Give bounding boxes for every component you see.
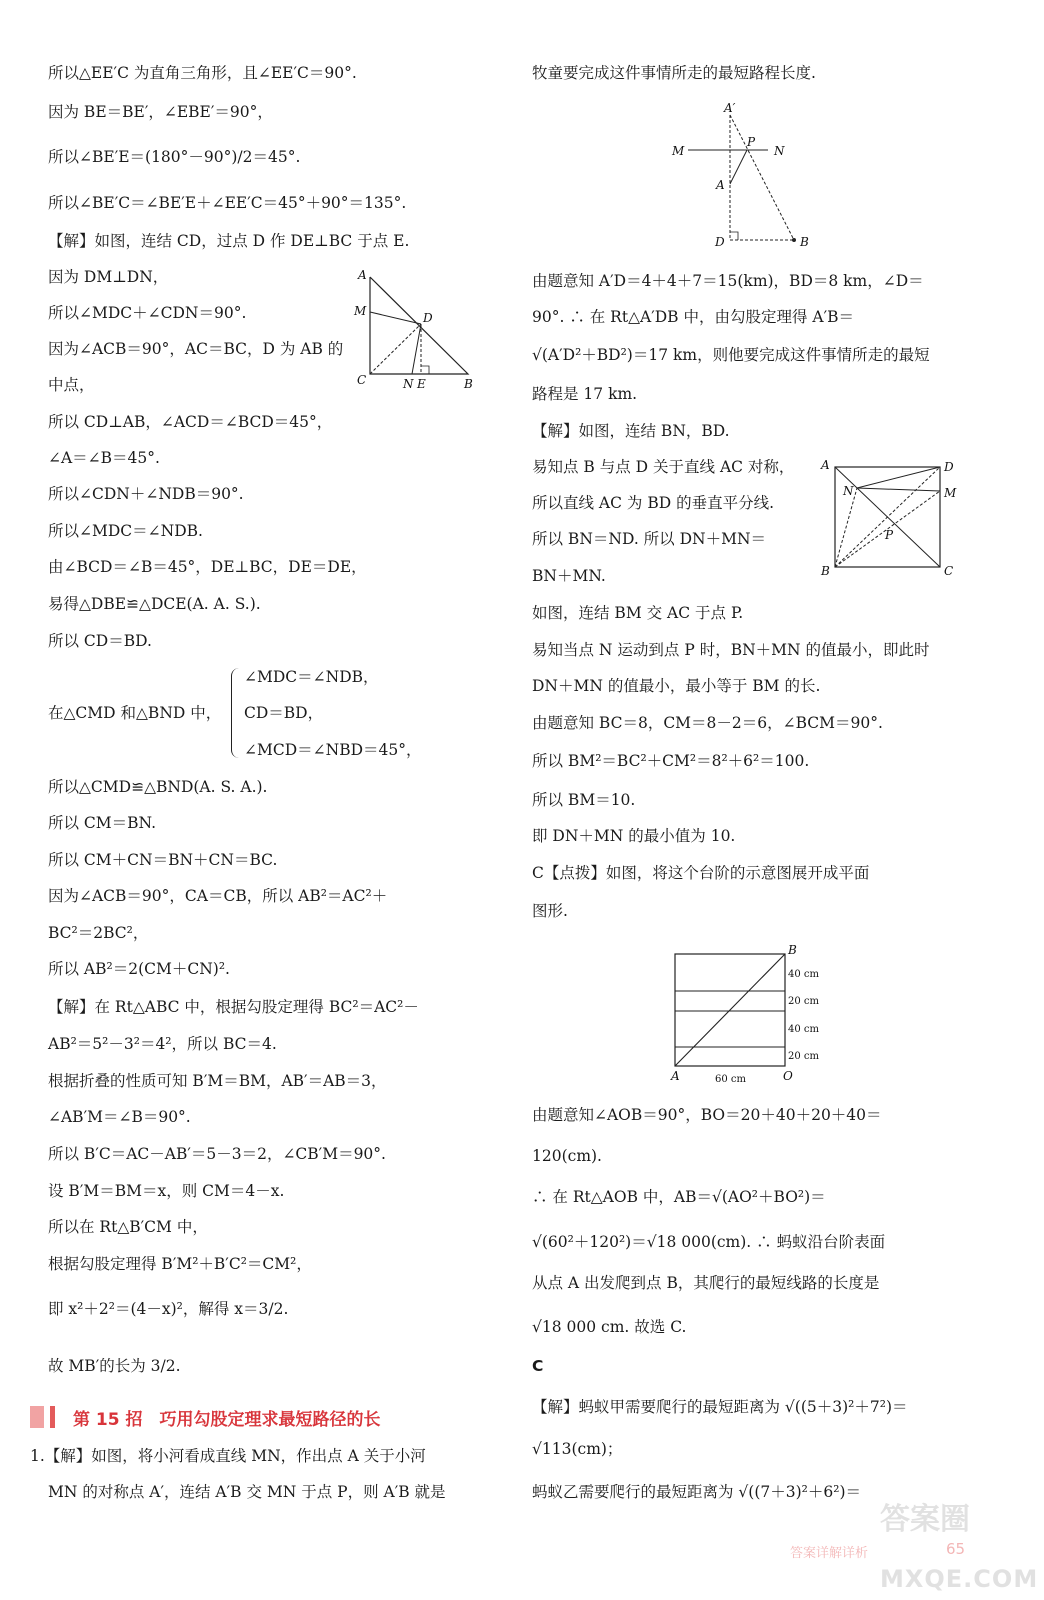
text-line: 从点 A 出发爬到点 B，其爬行的最短线路的长度是: [532, 1274, 880, 1292]
text-line: 因为∠ACB＝90°，AC＝BC，D 为 AB 的: [48, 340, 344, 358]
text-line: 所以 B′C＝AC－AB′＝5－3＝2，∠CB′M＝90°.: [48, 1145, 386, 1163]
text-line: 牧童要完成这件事情所走的最短路程长度.: [532, 64, 816, 82]
text-line: 所以 CD＝BD.: [48, 632, 152, 650]
section-bar: [50, 1406, 55, 1428]
text-line: 所以 BM＝10.: [532, 791, 636, 809]
text-line: 由题意知∠AOB＝90°，BO＝20＋40＋20＋40＝: [532, 1106, 882, 1124]
dim-label: 20 cm: [788, 1051, 819, 1062]
text-line: 所以 CM＋CN＝BN＋CN＝BC.: [48, 851, 278, 869]
text-line: MN 的对称点 A′，连结 A′B 交 MN 于点 P，则 A′B 就是: [48, 1483, 446, 1501]
dim-label: 60 cm: [715, 1074, 746, 1085]
text-line: 即 x²＋2²＝(4－x)²，解得 x＝3/2.: [48, 1300, 289, 1318]
label-C: C: [944, 564, 954, 578]
text-line: 易得△DBE≌△DCE(A. A. S.).: [48, 595, 261, 613]
text-line: 因为 BE＝BE′，∠EBE′＝90°，: [48, 103, 273, 121]
dim-label: 40 cm: [788, 1024, 819, 1035]
text-line: 根据折叠的性质可知 B′M＝BM，AB′＝AB＝3，: [48, 1072, 387, 1090]
text-line: ∠A＝∠B＝45°.: [48, 449, 160, 467]
page-number: 65: [946, 1540, 966, 1558]
square-figure: [815, 455, 965, 580]
label-A: A: [716, 178, 725, 192]
text-line: 设 B′M＝BM＝x，则 CM＝4－x.: [48, 1182, 285, 1200]
text-line: 所以∠BE′C＝∠BE′E＋∠EE′C＝45°＋90°＝135°.: [48, 194, 407, 212]
text-line: 【解】如图，连结 BN，BD.: [532, 422, 730, 440]
text-line: 【解】蚂蚁甲需要爬行的最短距离为 √((5＋3)²＋7²)＝: [532, 1398, 908, 1416]
text-line: C: [532, 1357, 544, 1375]
text-line: 由∠BCD＝∠B＝45°，DE⊥BC，DE＝DE，: [48, 558, 367, 576]
text-line: 120(cm).: [532, 1147, 602, 1165]
text-line: √113(cm)；: [532, 1440, 623, 1458]
text-line: √(A′D²＋BD²)＝17 km，则他要完成这件事情所走的最短: [532, 346, 930, 364]
label-E: E: [417, 377, 426, 391]
text-line: 所以直线 AC 为 BD 的垂直平分线.: [532, 494, 775, 512]
text-line: 中点，: [48, 376, 95, 394]
text-line: 易知点 B 与点 D 关于直线 AC 对称，: [532, 458, 795, 476]
label-N: N: [403, 377, 414, 391]
text-line: 易知当点 N 运动到点 P 时，BN＋MN 的值最小，即此时: [532, 641, 930, 659]
text-line: 所以∠MDC＝∠NDB.: [48, 522, 203, 540]
text-line: 根据勾股定理得 B′M²＋B′C²＝CM²，: [48, 1255, 312, 1273]
dim-label: 20 cm: [788, 996, 819, 1007]
watermark-logo: 答案圈: [880, 1502, 970, 1537]
label-D: D: [423, 311, 433, 325]
text-line: CD＝BD，: [244, 704, 324, 722]
text-line: BC²＝2BC²，: [48, 924, 149, 942]
section-bar: [30, 1406, 44, 1428]
label-P: P: [747, 135, 756, 149]
text-line: 【解】在 Rt△ABC 中，根据勾股定理得 BC²＝AC²－: [48, 998, 419, 1016]
text-line: 如图，连结 BM 交 AC 于点 P.: [532, 604, 744, 622]
section-title: 第 15 招 巧用勾股定理求最短路径的长: [73, 1409, 381, 1430]
text-line: 所以 CM＝BN.: [48, 814, 157, 832]
label-B: B: [464, 377, 473, 391]
label-A: A: [821, 458, 830, 472]
label-M: M: [354, 304, 367, 318]
label-P: P: [885, 528, 894, 542]
river-figure: [668, 100, 818, 252]
label-M: M: [672, 144, 685, 158]
text-line: ∠MCD＝∠NBD＝45°，: [244, 741, 422, 759]
section-header: [30, 1402, 485, 1432]
label-A: A: [358, 268, 367, 282]
text-line: 【解】如图，连结 CD，过点 D 作 DE⊥BC 于点 E.: [48, 232, 410, 250]
text-line: 所以 CD⊥AB，∠ACD＝∠BCD＝45°，: [48, 413, 333, 431]
text-line: 故 MB′的长为 3/2.: [48, 1357, 181, 1375]
text-line: 所以∠BE′E＝(180°－90°)/2＝45°.: [48, 148, 301, 166]
text-line: 因为 DM⊥DN，: [48, 268, 169, 286]
text-line: 图形.: [532, 902, 568, 920]
label-D: D: [944, 460, 954, 474]
label-N: N: [774, 144, 785, 158]
text-line: 因为∠ACB＝90°，CA＝CB，所以 AB²＝AC²＋: [48, 887, 388, 905]
text-line: 路程是 17 km.: [532, 385, 638, 403]
text-line: 所以△CMD≌△BND(A. S. A.).: [48, 778, 268, 796]
text-line: ∴ 在 Rt△AOB 中，AB＝√(AO²＋BO²)＝: [532, 1188, 826, 1206]
text-line: 所以∠CDN＋∠NDB＝90°.: [48, 485, 244, 503]
text-line: BN＋MN.: [532, 567, 606, 585]
label-N: N: [843, 484, 854, 498]
label-O: O: [783, 1069, 793, 1083]
text-line: 在△CMD 和△BND 中，: [48, 704, 222, 722]
text-line: 由题意知 A′D＝4＋4＋7＝15(km)，BD＝8 km，∠D＝: [532, 272, 924, 290]
text-line: 所以△EE′C 为直角三角形，且∠EE′C＝90°.: [48, 64, 357, 82]
footer-label: 答案详解详析: [790, 1546, 869, 1561]
label-M: M: [944, 486, 957, 500]
label-B: B: [800, 235, 809, 249]
brace: [231, 668, 242, 758]
label-C: C: [357, 373, 367, 387]
text-line: DN＋MN 的值最小，最小等于 BM 的长.: [532, 677, 821, 695]
text-line: AB²＝5²－3²＝4²，所以 BC＝4.: [48, 1035, 277, 1053]
text-line: 所以 BN＝ND. 所以 DN＋MN＝: [532, 530, 767, 548]
text-line: 90°. ∴ 在 Rt△A′DB 中，由勾股定理得 A′B＝: [532, 308, 854, 326]
text-line: 所以∠MDC＋∠CDN＝90°.: [48, 304, 247, 322]
text-line: ∠AB′M＝∠B＝90°.: [48, 1108, 191, 1126]
text-line: 所以在 Rt△B′CM 中，: [48, 1218, 208, 1236]
label-A: A: [671, 1069, 680, 1083]
text-line: C【点拨】如图，将这个台阶的示意图展开成平面: [532, 864, 870, 882]
dim-label: 40 cm: [788, 969, 819, 980]
label-D: D: [715, 235, 725, 249]
text-line: √18 000 cm. 故选 C.: [532, 1318, 687, 1336]
text-line: ∠MDC＝∠NDB，: [244, 668, 379, 686]
label-A-prime: A′: [724, 101, 736, 115]
text-line: 由题意知 BC＝8，CM＝8－2＝6，∠BCM＝90°.: [532, 714, 883, 732]
label-B: B: [788, 943, 797, 957]
text-line: 1.【解】如图，将小河看成直线 MN，作出点 A 关于小河: [30, 1447, 426, 1465]
text-line: 即 DN＋MN 的最小值为 10.: [532, 827, 736, 845]
text-line: 蚂蚁乙需要爬行的最短距离为 √((7＋3)²＋6²)＝: [532, 1483, 862, 1501]
watermark-url: MXQE.COM: [880, 1565, 1039, 1593]
stairs-figure: [665, 942, 835, 1090]
label-B: B: [821, 564, 830, 578]
text-line: √(60²＋120²)＝√18 000(cm). ∴ 蚂蚁沿台阶表面: [532, 1233, 886, 1251]
triangle-figure: [348, 262, 478, 397]
text-line: 所以 BM²＝BC²＋CM²＝8²＋6²＝100.: [532, 752, 810, 770]
text-line: 所以 AB²＝2(CM＋CN)².: [48, 960, 230, 978]
